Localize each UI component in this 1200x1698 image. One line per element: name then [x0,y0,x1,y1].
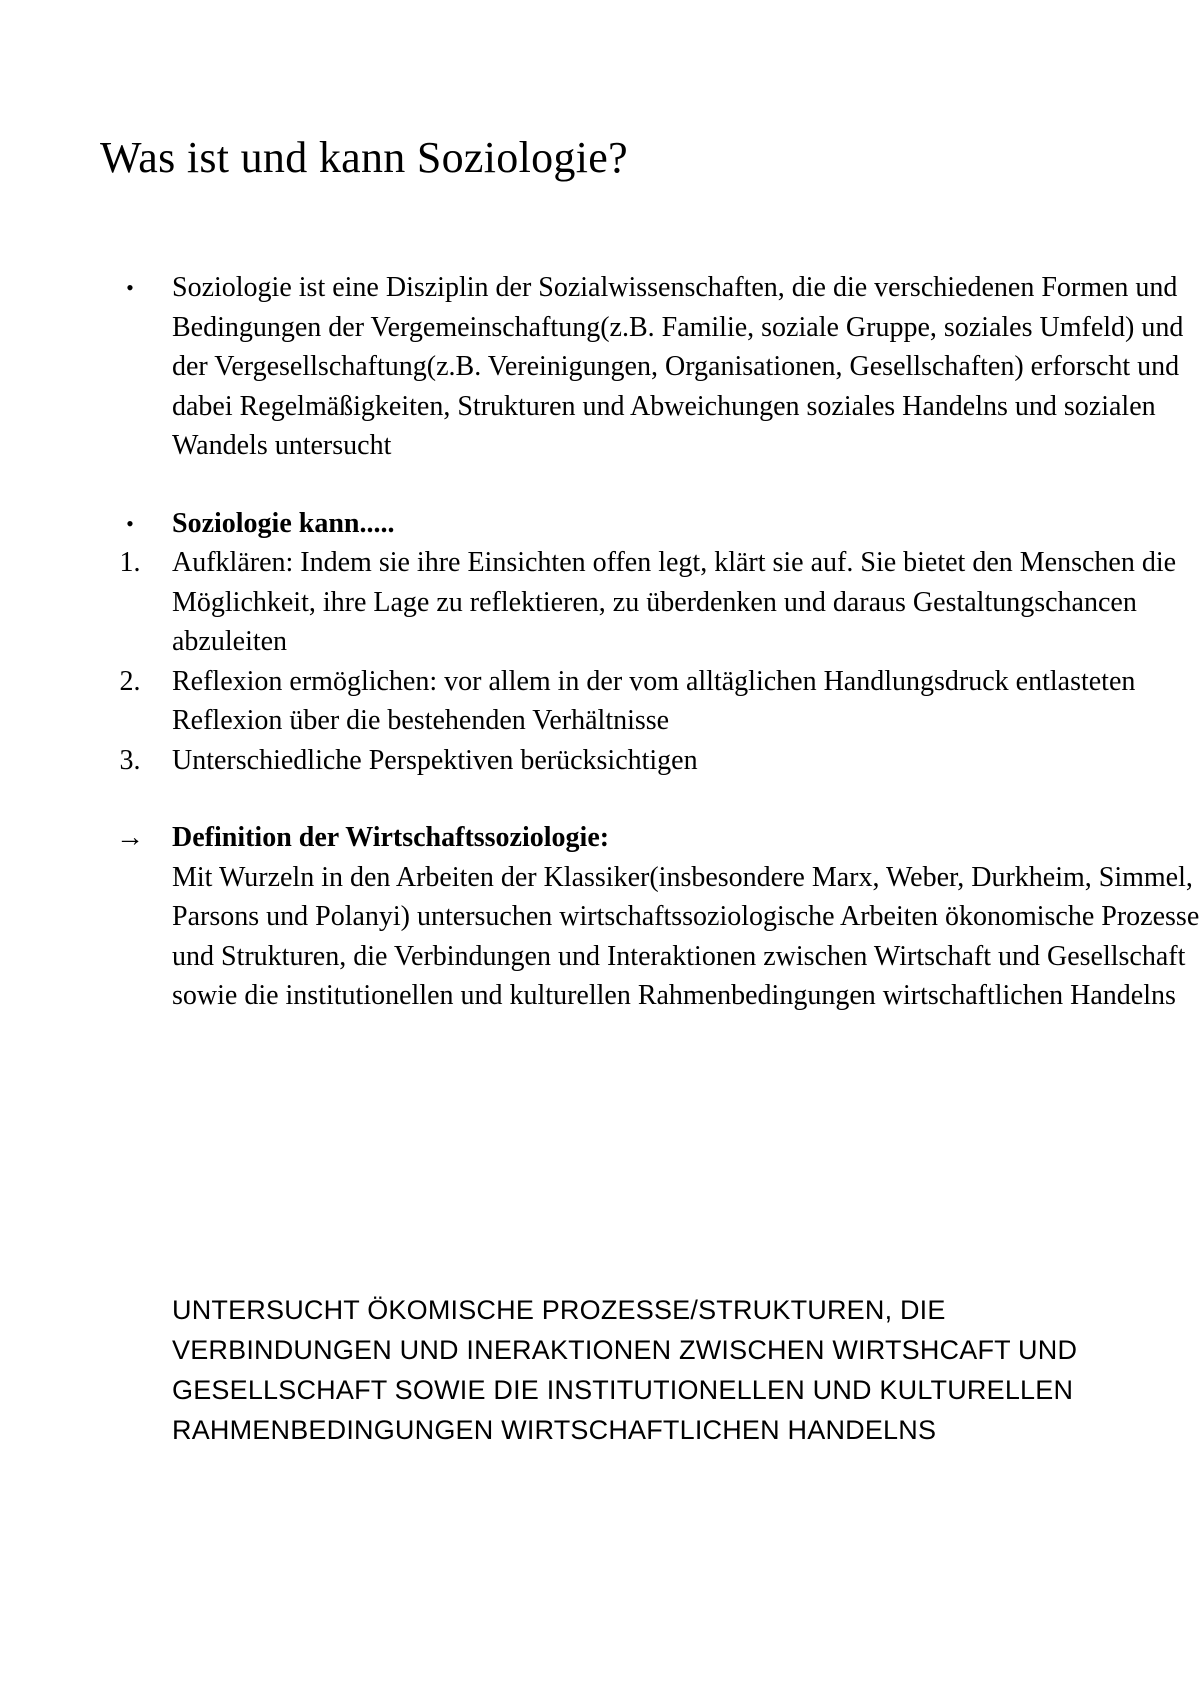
numbered-marker: 3. [119,744,141,776]
numbered-text: Aufklären: Indem sie ihre Einsichten offen legt, klärt sie auf. Sie bietet den Menschen die Möglichkeit, ihre Lage zu reflektieren, zu überdenken und daraus Gestaltungschancen abzuleiten [172,547,1177,657]
bullet-item-kann [100,504,1200,544]
definition-text: Mit Wurzeln in den Arbeiten der Klassiker(insbesondere Marx, Weber, Durkheim, Simmel, Parsons und Polanyi) untersuchen wirtschaftssoziologische Arbeiten ökonomische Prozesse und Strukturen, die Verbindungen und Interaktionen zwischen Wirtschaft und Gesellschaft sowie die institutionellen und kulturellen Rahmenbedingungen wirtschaftlichen Handelns [172,861,1200,1011]
numbered-item-2 [100,662,1200,741]
document-body [100,268,1200,1016]
summary-caps-text: UNTERSUCHT ÖKOMISCHE PROZESSE/STRUKTUREN, DIE VERBINDUNGEN UND INERAKTIONEN ZWISCHEN WIRTSHCAFT UND GESELLSCHAFT SOWIE DIE INSTITUTIONELLEN UND KULTURELLEN RAHMENBEDINGUNGEN WIRTSCHAFTLICHEN HANDELNS [172,1295,1078,1445]
arrow-icon: → [116,822,144,853]
page-title: Was ist und kann Soziologie? [100,133,628,182]
numbered-text: Reflexion ermöglichen: vor allem in der vom alltäglichen Handlungsdruck entlasteten Reflexion über die bestehenden Verhältnisse [172,665,1136,736]
numbered-marker: 1. [119,547,141,578]
bullet-text: Soziologie ist eine Disziplin der Sozialwissenschaften, die die verschiedenen Formen und Bedingungen der Vergemeinschaftung(z.B. Familie, soziale Gruppe, soziales Umfeld) und der Vergesellschaftung(z.B. Vereinigungen, Organisationen, Gesellschaften) erforscht und dabei Regelmäßigkeiten, Strukturen und Abweichungen soziales Handelns und sozialen Wandels untersucht [172,272,1184,461]
bullet-item-definition [100,268,1200,466]
bullet-marker: • [126,510,134,536]
kann-heading: Soziologie kann..... [172,507,395,539]
definition-heading: Definition der Wirtschaftssoziologie: [172,822,610,853]
bullet-marker: • [126,275,134,300]
numbered-item-1 [100,543,1200,662]
definition-item [100,818,1200,1016]
numbered-item-3 [100,741,1200,781]
numbered-marker: 2. [119,665,141,697]
numbered-text: Unterschiedliche Perspektiven berücksichtigen [172,744,698,776]
